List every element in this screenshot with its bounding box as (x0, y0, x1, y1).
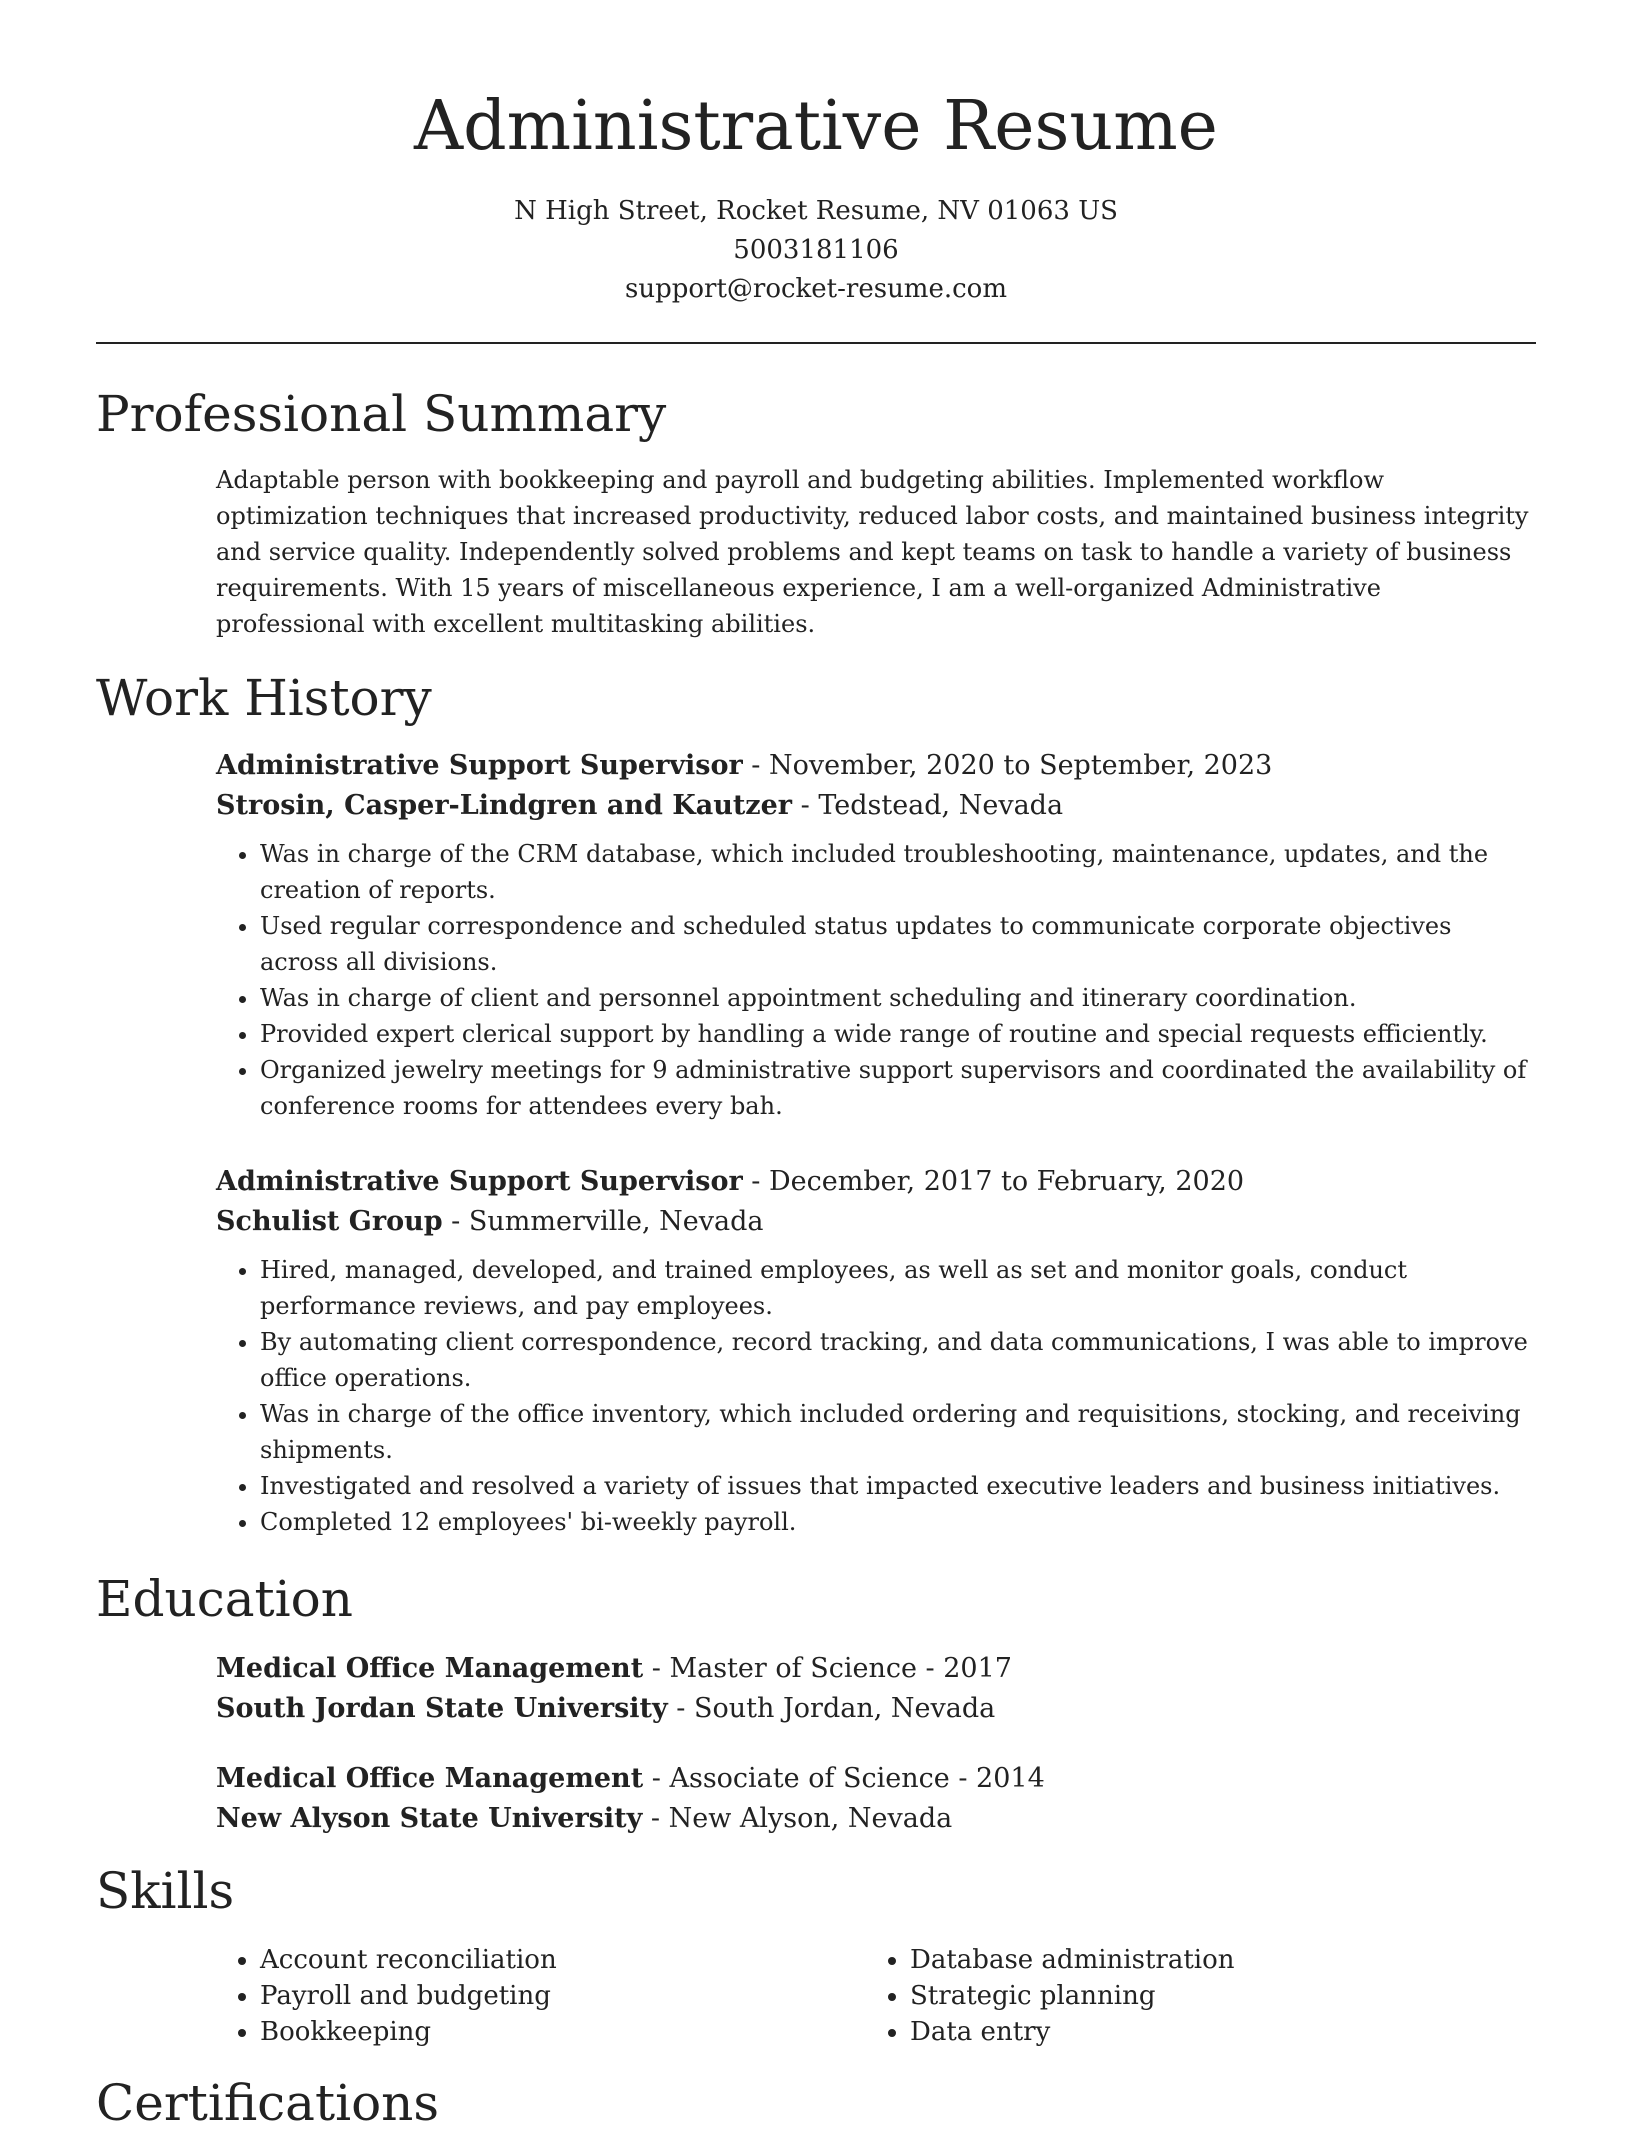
job-bullet: • By automating client correspondence, record tracking, and data communications, I was able to improve office operations. (260, 1324, 1536, 1396)
skill-item: • Payroll and budgeting (260, 1978, 816, 2014)
skill-item: • Bookkeeping (260, 2014, 816, 2050)
job-bullet: • Used regular correspondence and scheduled status updates to communicate corporate objectives across all divisions. (260, 908, 1536, 980)
job-location: - Tedstead, Nevada (792, 790, 1064, 821)
summary-text: Adaptable person with bookkeeping and payroll and budgeting abilities. Implemented workflow optimization techniques that increased productivity, reduced labor costs, and maintained business integrity and service quality. Independently solved problems and kept teams on task to handle a variety of business requirements. With 15 years of miscellaneous experience, I am a well-organized Administrative professional with excellent multitasking abilities. (216, 466, 1529, 638)
header-divider (96, 342, 1536, 344)
education-degree-line (216, 1649, 1536, 1689)
section-title-certifications: Certifications (96, 2074, 440, 2132)
job-entry (216, 746, 1536, 1124)
job-company: Schulist Group (216, 1206, 443, 1237)
education-location: - New Alyson, Nevada (642, 1803, 953, 1834)
education-entry (216, 1649, 1536, 1729)
education-degree: - Associate of Science - 2014 (643, 1763, 1045, 1794)
job-title-line (216, 1162, 1536, 1202)
skill-item: • Data entry (910, 2014, 1466, 2050)
education-school-line (216, 1799, 1536, 1839)
job-company: Strosin, Casper-Lindgren and Kautzer (216, 790, 793, 821)
job-dates: - December, 2017 to February, 2020 (742, 1166, 1245, 1197)
skill-item: • Account reconciliation (260, 1942, 816, 1978)
contact-email: support@rocket-resume.com (624, 274, 1007, 304)
job-bullets (216, 836, 1536, 1124)
section-title-summary: Professional Summary (96, 385, 667, 443)
summary-block (216, 462, 1536, 642)
contact-info (0, 192, 1632, 309)
job-bullet: • Hired, managed, developed, and trained employees, as well as set and monitor goals, conduct performance reviews, and pay employees. (260, 1252, 1536, 1324)
education-field: Medical Office Management (216, 1653, 644, 1684)
job-company-line (216, 1202, 1536, 1242)
education-field: Medical Office Management (216, 1763, 644, 1794)
education-entry (216, 1759, 1536, 1839)
job-title-line (216, 746, 1536, 786)
job-bullet: • Completed 12 employees' bi-weekly payroll. (260, 1504, 1536, 1540)
job-bullet: • Organized jewelry meetings for 9 administrative support supervisors and coordinated the availability of conference rooms for attendees every bah. (260, 1052, 1536, 1124)
job-entry (216, 1162, 1536, 1540)
contact-address: N High Street, Rocket Resume, NV 01063 US (514, 196, 1118, 226)
job-bullet: • Was in charge of the office inventory, which included ordering and requisitions, stocking, and receiving shipments. (260, 1396, 1536, 1468)
section-title-skills: Skills (96, 1862, 235, 1920)
section-title-work: Work History (96, 669, 432, 727)
education-school: South Jordan State University (216, 1693, 668, 1724)
job-bullet: • Provided expert clerical support by handling a wide range of routine and special requests efficiently. (260, 1016, 1536, 1052)
resume-name: Administrative Resume (414, 87, 1218, 166)
job-role: Administrative Support Supervisor (216, 750, 743, 781)
job-role: Administrative Support Supervisor (216, 1166, 743, 1197)
job-bullet: • Investigated and resolved a variety of issues that impacted executive leaders and business initiatives. (260, 1468, 1536, 1504)
skills-column-left (216, 1942, 816, 2050)
job-bullets (216, 1252, 1536, 1540)
education-degree-line (216, 1759, 1536, 1799)
education-school-line (216, 1689, 1536, 1729)
education-degree: - Master of Science - 2017 (643, 1653, 1012, 1684)
job-company-line (216, 786, 1536, 826)
skills-list (866, 1942, 1466, 2050)
skill-item: • Strategic planning (910, 1978, 1466, 2014)
job-bullet: • Was in charge of the CRM database, which included troubleshooting, maintenance, updates, and the creation of reports. (260, 836, 1536, 908)
education-location: - South Jordan, Nevada (667, 1693, 996, 1724)
section-title-education: Education (96, 1570, 353, 1628)
job-location: - Summerville, Nevada (442, 1206, 764, 1237)
education-school: New Alyson State University (216, 1803, 643, 1834)
skill-item: • Database administration (910, 1942, 1466, 1978)
skills-column-right (866, 1942, 1466, 2050)
skills-list (216, 1942, 816, 2050)
job-bullet: • Was in charge of client and personnel appointment scheduling and itinerary coordination. (260, 980, 1536, 1016)
contact-phone: 5003181106 (733, 235, 899, 265)
job-dates: - November, 2020 to September, 2023 (742, 750, 1273, 781)
